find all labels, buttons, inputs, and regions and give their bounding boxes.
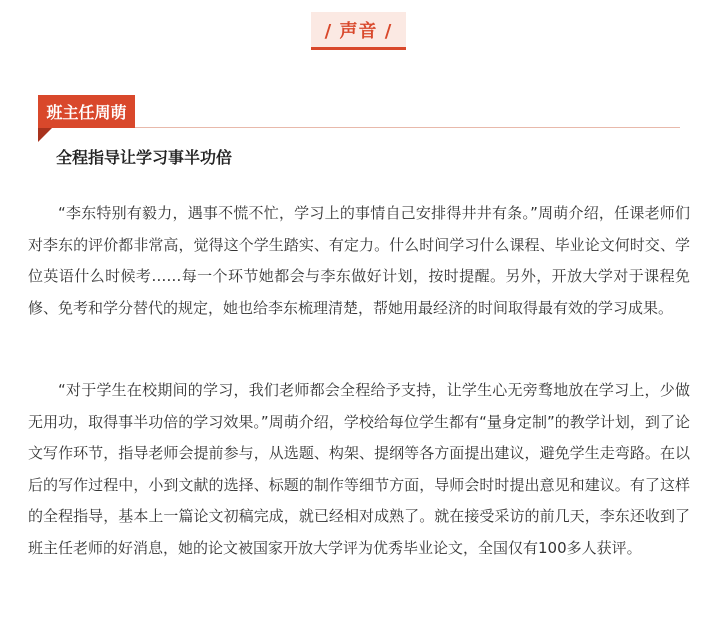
section-title: / 声音 / bbox=[324, 20, 393, 42]
name-tag-fold bbox=[38, 128, 52, 142]
name-tag bbox=[38, 95, 135, 128]
paragraph-1: “李东特别有毅力，遇事不慌不忙，学习上的事情自己安排得井井有条。”周萌介绍，任课老师们对李东的评价都非常高，觉得这个学生踏实、有定力。什么时间学习什么课程、毕业论文何时交、学位英语什么时候考……每一个环节她都会与李东做好计划，按时提醒。另外，开放大学对于课程免修、免考和学分替代的规定，她也给李东梳理清楚，帮她用最经济的时间取得最有效的学习成果。 bbox=[28, 204, 690, 317]
article-subtitle: 全程指导让学习事半功倍 bbox=[56, 148, 233, 167]
name-tag-label: 班主任周萌 bbox=[46, 103, 127, 122]
section-header bbox=[311, 12, 406, 50]
paragraph-2: “对于学生在校期间的学习，我们老师都会全程给予支持，让学生心无旁骛地放在学习上，少做无用功，取得事半功倍的学习效果。”周萌介绍，学校给每位学生都有“量身定制”的教学计划，到了论文写作环节，指导老师会提前参与，从选题、构架、提纲等各方面提出建议，避免学生走弯路。在以后的写作过程中，小到文献的选择、标题的制作等细节方面，导师会时时提出意见和建议。有了这样的全程指导，基本上一篇论文初稿完成，就已经相对成熟了。就在接受采访的前几天，李东还收到了班主任老师的好消息，她的论文被国家开放大学评为优秀毕业论文，全国仅有100多人获评。 bbox=[28, 381, 690, 557]
